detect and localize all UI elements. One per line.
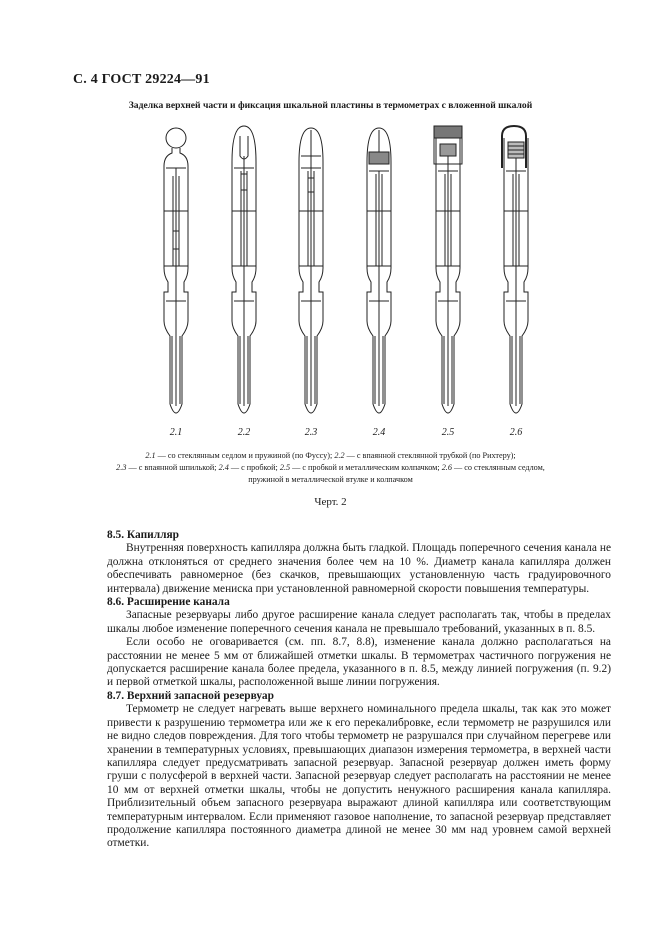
figure-title: Заделка верхней части и фиксация шкальной пластины в термометрах с вложенной шкалой: [128, 100, 533, 111]
thermometer-2-6: [502, 126, 528, 413]
figure-label-2-4: 2.4: [372, 427, 386, 438]
section-8-6-heading: 8.6. Расширение канала: [107, 596, 230, 609]
figure-label-2-1: 2.1: [169, 427, 183, 438]
page-header: С. 4 ГОСТ 29224—91: [73, 72, 210, 87]
section-8-6-paragraph-1: Запасные резервуары либо другое расширение канала следует располагать так, чтобы в пределах шкалы любое изменение поперечного сечения канала не превышало требований, указанных в п. 8.5.: [107, 609, 611, 635]
caption-num-2-3: 2.3: [116, 463, 127, 472]
caption-text-2-4: — с пробкой;: [228, 463, 280, 472]
thermometer-drawings: [0, 116, 661, 446]
section-8-6-paragraph-2: Если особо не оговаривается (см. пп. 8.7, 8.8), изменение канала должно располагаться на расстоянии не менее 5 мм от ближайшей отметки шкалы. В термометрах частичного погружения не допускается расширение канала более предела, указанного в п. 8.5, между линией погружения (п. 9.2) и первой отметкой шкалы, расположенной выше линии погружения.: [107, 636, 611, 689]
caption-text-2-6-cont: пружиной в металлической втулке и колпачком: [248, 475, 413, 484]
thermometer-2-2: [232, 126, 256, 413]
thermometer-2-3: [299, 128, 323, 413]
caption-text-2-3: — с впаянной шпилькой;: [126, 463, 219, 472]
thermometer-2-1: [164, 128, 188, 413]
caption-text-2-6: — со стеклянным седлом,: [451, 463, 545, 472]
section-8-7-heading: 8.7. Верхний запасной резервуар: [107, 689, 274, 702]
caption-text-2-2: — с впаянной стеклянной трубкой (по Рихтеру);: [344, 451, 516, 460]
figure-label-2-3: 2.3: [304, 427, 318, 438]
caption-text-2-5: — с пробкой и металлическим колпачком;: [290, 463, 442, 472]
section-8-5-paragraph-1: Внутренняя поверхность капилляра должна быть гладкой. Площадь поперечного сечения канала не должна отклоняться от среднего значения более чем на 10 %. Диаметр канала капилляра должен обеспечивать равномерное (без скачков, превышающих установленную часть градуировочного интервала) движение мениска при установленной равномерной скорости повышения температуры.: [107, 542, 611, 595]
figure-label-2-2: 2.2: [237, 427, 251, 438]
caption-num-2-2: 2.2: [334, 451, 345, 460]
caption-num-2-1: 2.1: [145, 451, 156, 460]
figure-label-2-6: 2.6: [509, 427, 523, 438]
thermometer-2-4: [367, 128, 391, 413]
caption-num-2-4: 2.4: [218, 463, 229, 472]
caption-num-2-6: 2.6: [441, 463, 452, 472]
figure-caption: [60, 450, 601, 486]
section-8-7-paragraph-1: Термометр не следует нагревать выше верхнего номинального предела шкалы, так как это может привести к разрушению термометра или же к его перекалибровке, если термометр не разрушился или не видно следов повреждения. Для того чтобы термометр не разрушался при случайном перегреве или хранении в температурных условиях, превышающих диапазон измерения термометра, в верхней части капилляра следует предусматривать запасной резервуар. Запасной резервуар должен иметь форму груши с полусферой в верхней части. Запасной резервуар следует располагать на расстоянии не менее 10 мм от верхней отметки шкалы, чтобы не допустить ненужного расширения канала капилляра. Приблизительный объем запасного резервуара выражают длиной капилляра или соответствующим температурным интервалом. Если применяют газовое наполнение, то запасной резервуар представляет продолжение капилляра постоянного диаметра длиной не менее 30 мм над уровнем самой верхней отметки.: [107, 703, 611, 850]
thermometer-2-5: [434, 126, 462, 413]
section-8-5-heading: 8.5. Капилляр: [107, 529, 179, 541]
caption-num-2-5: 2.5: [279, 463, 291, 472]
caption-text-2-1: — со стеклянным седлом и пружиной (по Фуссу);: [155, 451, 335, 460]
figure-label-2-5: 2.5: [441, 427, 455, 438]
body-text: [107, 529, 611, 851]
figure-number: Черт. 2: [314, 496, 347, 508]
